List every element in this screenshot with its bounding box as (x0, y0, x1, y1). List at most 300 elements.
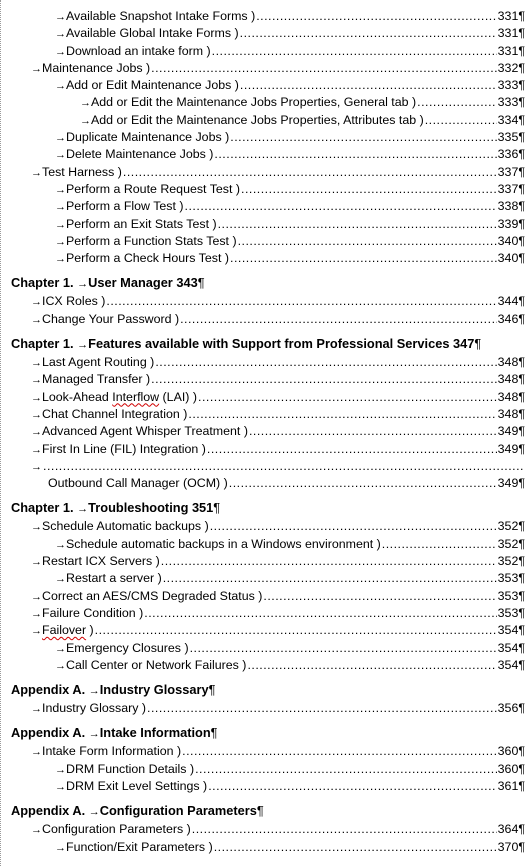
heading-prefix: Chapter 1. (11, 500, 74, 516)
toc-entry[interactable] (1, 389, 532, 406)
heading-prefix: Chapter 1. (11, 336, 74, 352)
tab-mark: → (55, 132, 66, 145)
tab-mark: → (55, 11, 66, 23)
tab-mark: → (55, 235, 66, 248)
tab-mark: ) (411, 95, 417, 110)
entry-title (31, 588, 262, 606)
toc-entry[interactable] (1, 129, 532, 146)
pilcrow-mark: ¶ (518, 554, 525, 569)
tab-mark: ) (141, 701, 146, 716)
entry-title (31, 518, 209, 536)
tab-mark: ) (101, 294, 106, 309)
entry-text: Test Harness (42, 164, 115, 179)
toc-entry[interactable] (1, 570, 532, 587)
pilcrow-mark: ¶ (518, 311, 525, 326)
toc-entry[interactable] (1, 293, 532, 310)
entry-page (498, 25, 525, 42)
toc-heading[interactable] (11, 333, 532, 354)
entry-title (31, 389, 197, 407)
page-number: 338 (497, 199, 519, 214)
tab-mark: → (31, 62, 42, 75)
toc-entry[interactable] (1, 354, 532, 371)
entry-text: Advanced Agent Whisper Treatment (42, 424, 241, 439)
entry-title (31, 553, 160, 571)
page-number: 333 (497, 95, 519, 110)
entry-title (55, 839, 213, 857)
toc-entry[interactable] (1, 743, 532, 760)
pilcrow-mark: ¶ (518, 130, 525, 145)
page-number: 352 (497, 554, 519, 569)
entry-text: Add or Edit Maintenance Jobs (66, 78, 232, 93)
page-number: 356 (497, 701, 519, 716)
toc-entry[interactable] (1, 77, 532, 94)
entry-text: DRM Exit Level Settings (66, 778, 200, 793)
entry-page (498, 536, 525, 553)
pilcrow-mark: ¶ (518, 839, 525, 854)
tab-mark: ) (419, 112, 424, 127)
pilcrow-mark: ¶ (518, 389, 525, 404)
page-number: 331 (497, 9, 519, 23)
pilcrow-mark: ¶ (518, 441, 525, 456)
tab-mark: → (55, 201, 66, 214)
entry-title (55, 657, 246, 675)
page-number: 337 (497, 181, 519, 196)
dot-leader (247, 657, 496, 674)
tab-mark: → (31, 746, 42, 759)
pilcrow-mark: ¶ (210, 725, 218, 741)
entry-page (498, 406, 525, 423)
toc-entry[interactable] (1, 233, 532, 250)
dot-leader (230, 250, 497, 267)
tab-mark: ) (176, 744, 182, 759)
tab-mark: → (55, 538, 66, 551)
tab-mark: → (31, 374, 42, 387)
tab-mark: ) (206, 43, 211, 58)
entry-page (498, 778, 525, 795)
pilcrow-mark: ¶ (518, 744, 525, 759)
tab-mark: ) (376, 536, 381, 551)
tab-mark: → (31, 521, 42, 534)
pilcrow-mark: ¶ (518, 112, 525, 127)
toc-entry[interactable] (1, 475, 532, 492)
dot-leader (198, 389, 497, 406)
entry-text: Outbound Call Manager (OCM) (48, 476, 221, 491)
toc-entry[interactable] (1, 216, 532, 233)
dot-leader (214, 839, 497, 856)
entry-text: Correct an AES/CMS Degraded Status (42, 588, 255, 603)
entry-page (498, 129, 525, 146)
tab-mark: ) (203, 778, 208, 793)
entry-title (55, 129, 229, 147)
pilcrow-mark: ¶ (518, 43, 525, 58)
entry-page (498, 518, 525, 535)
tab-mark: → (31, 296, 42, 309)
entry-text: First In Line (FIL) Integration (42, 441, 199, 456)
entry-title (31, 441, 206, 459)
toc-entry[interactable] (1, 94, 532, 111)
tab-mark: → (77, 503, 89, 516)
pilcrow-mark: ¶ (197, 275, 205, 291)
entry-title (55, 146, 213, 164)
dot-leader (214, 146, 496, 163)
entry-page (498, 77, 525, 94)
toc-entry[interactable] (1, 181, 532, 198)
pilcrow-mark: ¶ (518, 181, 525, 196)
entry-title (55, 181, 240, 199)
tab-mark: → (77, 278, 89, 291)
page-number: 346 (497, 311, 519, 326)
toc-entry[interactable] (1, 371, 532, 388)
tab-mark: → (55, 642, 66, 655)
pilcrow-mark: ¶ (256, 803, 264, 819)
tab-mark: ) (224, 251, 229, 266)
entry-page (498, 475, 525, 492)
page-number: 335 (497, 130, 519, 145)
pilcrow-mark: ¶ (518, 623, 525, 638)
tab-mark: → (31, 556, 42, 569)
entry-title (80, 112, 424, 130)
toc-entry[interactable] (1, 441, 532, 458)
toc-entry[interactable] (1, 622, 532, 639)
tab-mark: → (31, 460, 42, 473)
spellcheck-word: Interflow (112, 389, 160, 404)
toc-entry[interactable] (1, 761, 532, 778)
heading-title: Troubleshooting 351 (88, 500, 214, 516)
entry-title (55, 761, 194, 779)
entry-title (80, 94, 416, 112)
entry-text: Restart a server (66, 571, 155, 586)
entry-text: Call Center or Network Failures (66, 657, 239, 672)
dot-leader (180, 311, 497, 328)
page-number: 352 (497, 519, 519, 534)
tab-mark: ) (179, 199, 184, 214)
entry-text: Last Agent Routing (42, 355, 147, 370)
tab-mark: ) (251, 9, 256, 23)
entry-title (55, 43, 211, 61)
dot-leader (240, 77, 497, 94)
tab-mark: ) (117, 164, 122, 179)
toc-heading[interactable] (11, 722, 532, 743)
pilcrow-mark: ¶ (518, 9, 525, 23)
entry-title (55, 216, 217, 234)
entry-text: Schedule automatic backups in a Windows environment (66, 536, 374, 551)
entry-title (55, 233, 237, 251)
entry-title (31, 700, 146, 718)
toc-heading[interactable] (11, 272, 532, 293)
dot-leader (425, 112, 497, 129)
heading-title: Industry Glossary (99, 682, 209, 698)
tab-mark: → (31, 166, 42, 179)
entry-page (498, 743, 525, 760)
entry-page (498, 216, 525, 233)
tab-mark: → (55, 218, 66, 231)
entry-title (55, 640, 189, 658)
tab-mark: → (55, 841, 66, 854)
dot-leader (417, 94, 497, 111)
dot-leader (249, 423, 497, 440)
toc-entry[interactable] (1, 839, 532, 856)
heading-title: User Manager 343 (88, 275, 198, 291)
entry-page (498, 8, 525, 25)
pilcrow-mark: ¶ (518, 372, 525, 387)
entry-title (55, 25, 239, 43)
entry-title (55, 778, 207, 796)
pilcrow-mark: ¶ (518, 199, 525, 214)
pilcrow-mark: ¶ (518, 571, 525, 586)
toc-entry[interactable] (1, 536, 532, 553)
tab-mark: ) (186, 822, 191, 837)
page-number: 331 (497, 43, 519, 58)
entry-title (31, 311, 179, 329)
page-number: 344 (497, 294, 519, 309)
dot-leader (182, 743, 497, 760)
tab-mark: → (55, 28, 66, 41)
dot-leader (43, 458, 524, 475)
toc-entry[interactable] (1, 821, 532, 838)
entry-title (31, 423, 248, 441)
dot-leader (147, 700, 497, 717)
page-number: 354 (497, 657, 519, 672)
dot-leader (161, 553, 497, 570)
entry-page (498, 640, 525, 657)
tab-mark: ) (189, 761, 195, 776)
pilcrow-mark: ¶ (518, 640, 525, 655)
page-number: 337 (497, 164, 519, 179)
pilcrow-mark: ¶ (518, 536, 525, 551)
page-number: 354 (497, 640, 519, 655)
toc-entry[interactable] (1, 553, 532, 570)
entry-text: Emergency Closures (66, 640, 182, 655)
tab-mark: → (55, 780, 66, 793)
pilcrow-mark: ¶ (518, 147, 525, 162)
tab-mark: → (55, 80, 66, 93)
tab-mark: → (31, 703, 42, 716)
heading-prefix: Appendix A. (11, 725, 86, 741)
entry-title (31, 371, 150, 389)
heading-title: Features available with Support from Professional Services 347 (88, 336, 475, 352)
pilcrow-mark: ¶ (518, 251, 525, 266)
entry-text: Maintenance Jobs (42, 60, 143, 75)
tab-mark: ) (232, 233, 237, 248)
dot-leader (241, 181, 497, 198)
dot-leader (229, 475, 497, 492)
entry-text: Schedule Automatic backups (42, 519, 202, 534)
toc-entry[interactable] (1, 588, 532, 605)
page-number: 339 (497, 216, 519, 231)
entry-text: Add or Edit the Maintenance Jobs Properties, General tab (91, 95, 409, 110)
pilcrow-mark: ¶ (518, 476, 525, 491)
tab-mark: ) (174, 311, 180, 326)
entry-page (498, 622, 525, 639)
tab-mark: ) (235, 181, 241, 196)
toc-entry[interactable] (1, 605, 532, 622)
toc-heading[interactable] (11, 800, 532, 821)
dot-leader (238, 233, 497, 250)
entry-page (498, 233, 525, 250)
entry-title (31, 164, 122, 182)
page-number: 352 (497, 536, 519, 551)
entry-text: Duplicate Maintenance Jobs (66, 130, 222, 145)
pilcrow-mark: ¶ (474, 336, 482, 352)
entry-text: Industry Glossary (42, 701, 139, 716)
toc-entry[interactable] (1, 198, 532, 215)
tab-mark: ) (192, 389, 197, 404)
entry-page (498, 657, 525, 674)
spellcheck-word: Failover (42, 623, 87, 638)
dot-leader (240, 25, 497, 42)
entry-page (498, 605, 525, 622)
entry-title (55, 198, 184, 216)
entry-page (498, 570, 525, 587)
entry-title (55, 536, 381, 554)
pilcrow-mark: ¶ (518, 78, 525, 93)
entry-page (498, 164, 525, 181)
entry-page (498, 389, 525, 406)
pilcrow-mark: ¶ (518, 233, 525, 248)
toc-entry[interactable] (1, 146, 532, 163)
entry-text: Delete Maintenance Jobs (66, 147, 206, 162)
tab-mark: → (55, 183, 66, 196)
toc-entry[interactable] (1, 164, 532, 181)
tab-mark: ) (225, 130, 230, 145)
tab-mark: ) (212, 216, 217, 231)
entry-page (498, 423, 525, 440)
entry-title (48, 475, 228, 492)
page-number: 340 (497, 233, 519, 248)
heading-title: Configuration Parameters (99, 803, 257, 819)
pilcrow-mark: ¶ (518, 406, 525, 421)
entry-text: Function/Exit Parameters (66, 839, 206, 854)
tab-mark: ) (139, 605, 144, 620)
page-number: 349 (497, 441, 519, 456)
dot-leader (207, 441, 497, 458)
toc-entry[interactable] (1, 25, 532, 42)
toc-entry[interactable] (1, 406, 532, 423)
toc-entry[interactable] (1, 43, 532, 60)
dot-leader (192, 821, 497, 838)
entry-text: Managed Transfer (42, 372, 143, 387)
entry-page (498, 181, 525, 198)
entry-page (498, 839, 525, 856)
entry-title (55, 8, 255, 26)
dot-leader (144, 605, 496, 622)
tab-mark: → (80, 114, 91, 127)
tab-mark: ) (243, 424, 248, 439)
entry-page (498, 43, 525, 60)
page-number: 348 (497, 372, 519, 387)
toc-entry[interactable] (1, 311, 532, 328)
tab-mark: → (55, 763, 66, 776)
pilcrow-mark: ¶ (518, 605, 525, 620)
pilcrow-mark: ¶ (213, 500, 221, 516)
page-number: 354 (497, 623, 519, 638)
pilcrow-mark: ¶ (518, 164, 525, 179)
pilcrow-mark: ¶ (518, 778, 525, 793)
entry-title (31, 605, 143, 623)
entry-title (31, 60, 150, 78)
dot-leader (190, 640, 497, 657)
dot-leader (185, 198, 497, 215)
dot-leader (263, 588, 496, 605)
dot-leader (256, 8, 496, 25)
toc-entry[interactable] (1, 423, 532, 440)
entry-text: Download an intake form (66, 43, 204, 58)
entry-page (498, 146, 525, 163)
toc-entry[interactable] (1, 657, 532, 674)
dot-leader (106, 293, 496, 310)
toc-entry[interactable] (1, 60, 532, 77)
pilcrow-mark: ¶ (518, 95, 525, 110)
page-number: 370 (497, 839, 519, 854)
heading-prefix: Appendix A. (11, 803, 86, 819)
toc-heading[interactable] (11, 497, 532, 518)
entry-title (31, 622, 94, 640)
page-number: 349 (497, 476, 519, 491)
toc-entry[interactable] (1, 518, 532, 535)
entry-title (31, 406, 187, 424)
pilcrow-mark: ¶ (518, 761, 525, 776)
tab-mark: ) (150, 355, 155, 370)
toc-entry[interactable] (1, 250, 532, 267)
dot-leader (151, 60, 496, 77)
tab-mark: ) (155, 554, 160, 569)
entry-page (498, 441, 525, 458)
page-number: 353 (497, 605, 519, 620)
tab-mark: → (77, 339, 89, 352)
entry-text: Add or Edit the Maintenance Jobs Properties, Attributes tab (91, 112, 417, 127)
toc-entry[interactable] (1, 112, 532, 129)
page-number: 333 (497, 78, 519, 93)
entry-page (498, 60, 525, 77)
toc-empty-line (1, 458, 532, 475)
entry-page (498, 311, 525, 328)
pilcrow-mark: ¶ (518, 657, 525, 672)
page-number: 334 (497, 112, 519, 127)
entry-text: Available Snapshot Intake Forms (66, 9, 248, 23)
toc-entry[interactable] (1, 640, 532, 657)
toc-heading[interactable] (11, 679, 532, 700)
page-number: 331 (497, 26, 519, 41)
entry-text: Restart ICX Servers (42, 554, 153, 569)
tab-mark: → (31, 824, 42, 837)
pilcrow-mark: ¶ (518, 216, 525, 231)
pilcrow-mark: ¶ (518, 822, 525, 837)
dot-leader (188, 406, 496, 423)
tab-mark: ) (258, 588, 263, 603)
tab-mark: → (31, 391, 42, 404)
dot-leader (218, 216, 497, 233)
entry-page (498, 821, 525, 838)
pilcrow-mark: ¶ (518, 424, 525, 439)
pilcrow-mark: ¶ (518, 355, 525, 370)
entry-page (498, 198, 525, 215)
pilcrow-mark: ¶ (518, 26, 525, 41)
table-of-contents (1, 8, 532, 856)
dot-leader (382, 536, 497, 553)
toc-entry[interactable] (1, 8, 532, 25)
heading-prefix: Appendix A. (11, 682, 86, 698)
tab-mark: ) (157, 571, 162, 586)
entry-text: Change Your Password (42, 311, 172, 326)
page-number: 348 (497, 355, 519, 370)
dot-leader (163, 570, 497, 587)
pilcrow-mark: ¶ (518, 519, 525, 534)
toc-entry[interactable] (1, 778, 532, 795)
entry-text: Perform a Route Request Test (66, 181, 233, 196)
dot-leader (230, 129, 496, 146)
entry-page (498, 112, 525, 129)
toc-entry[interactable] (1, 700, 532, 717)
